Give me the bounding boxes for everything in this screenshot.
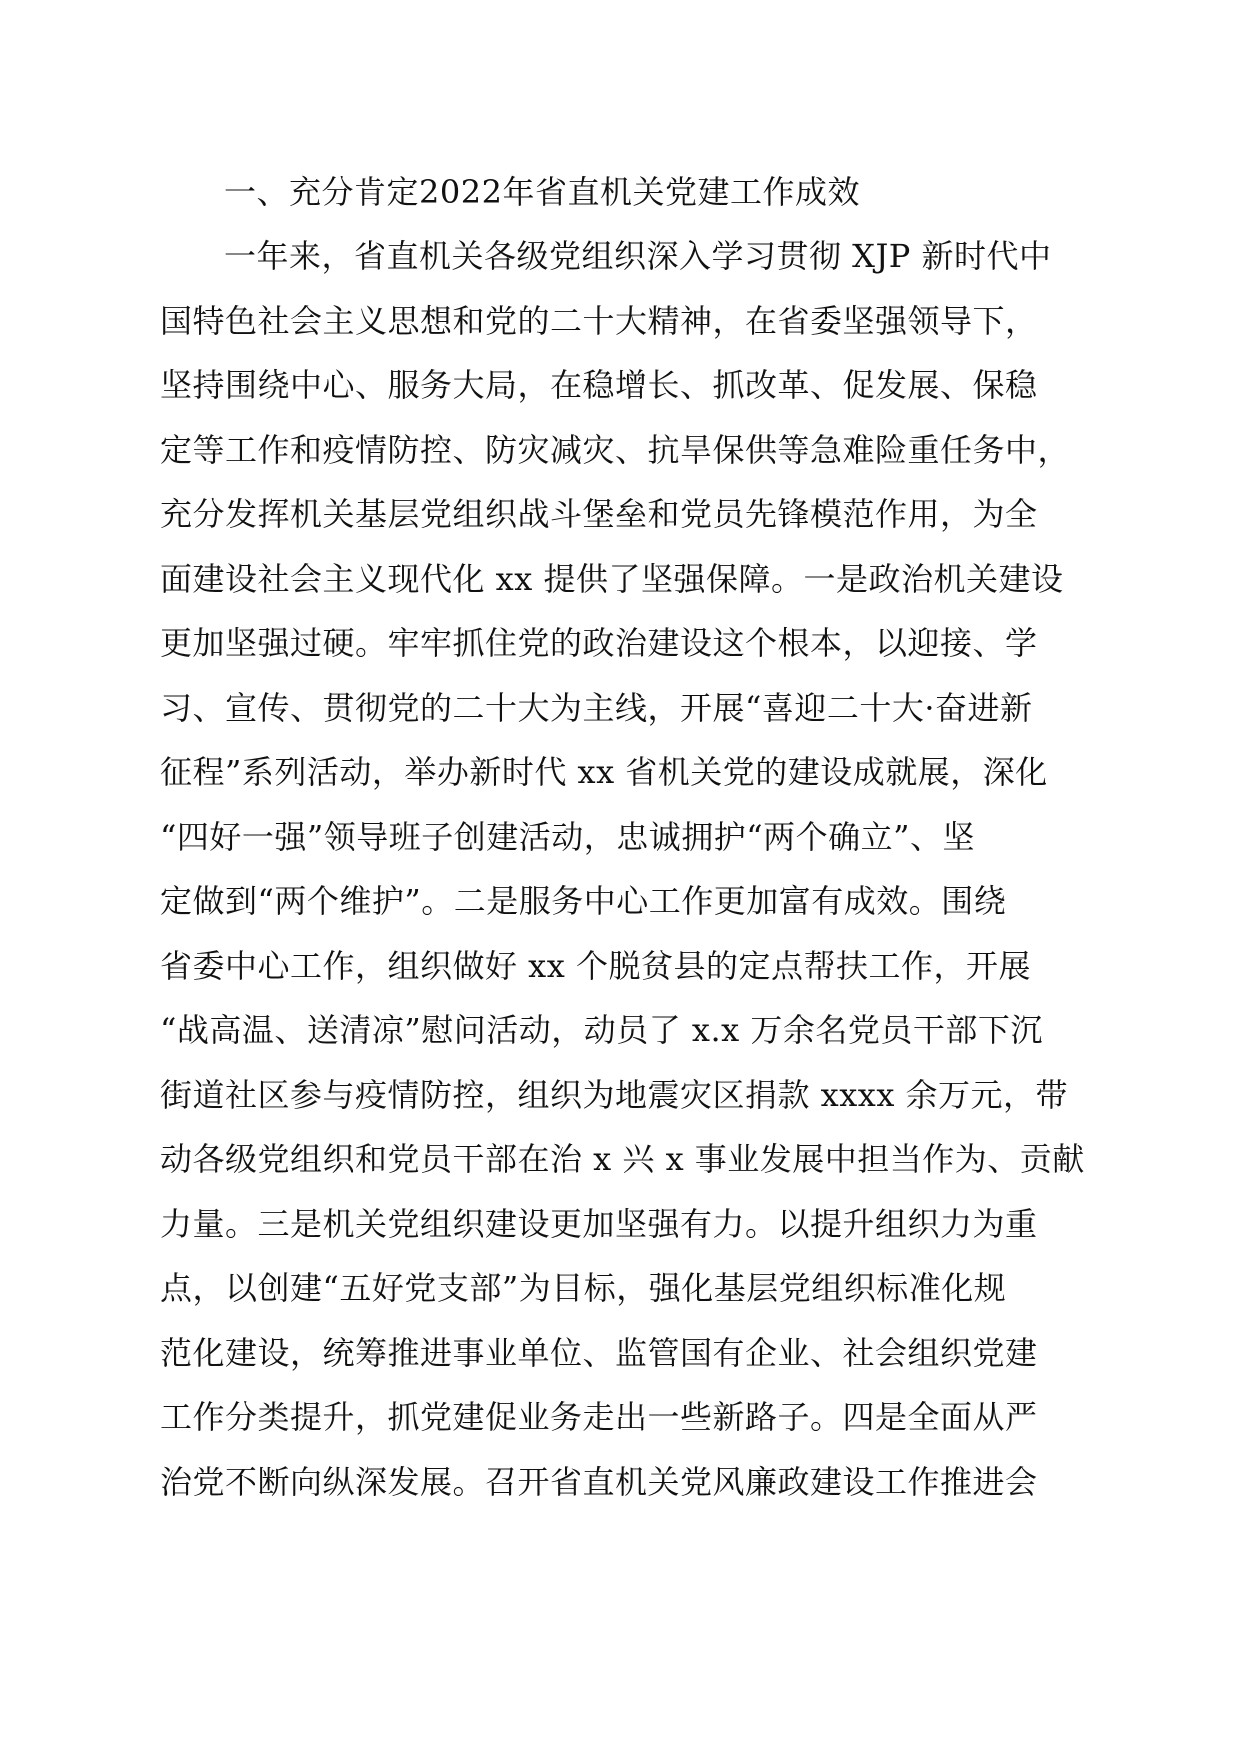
section-heading: 一、充分肯定2022年省直机关党建工作成效 xyxy=(224,173,860,211)
paragraph-line: 坚持围绕中心、服务大局，在稳增长、抓改革、促发展、保稳 xyxy=(160,366,1038,404)
paragraph-line: 省委中心工作，组织做好 xx 个脱贫县的定点帮扶工作，开展 xyxy=(160,946,1031,985)
paragraph-line: “四好一强”领导班子创建活动，忠诚拥护“两个确立”、坚 xyxy=(160,817,975,856)
paragraph-line: 动各级党组织和党员干部在治 x 兴 x 事业发展中担当作为、贡献 xyxy=(160,1140,1085,1178)
paragraph-line: 征程”系列活动，举办新时代 xx 省机关党的建设成就展，深化 xyxy=(160,753,1048,791)
paragraph-line: 定等工作和疫情防控、防灾减灾、抗旱保供等急难险重任务中， xyxy=(160,430,1071,469)
paragraph-line: 充分发挥机关基层党组织战斗堡垒和党员先锋模范作用，为全 xyxy=(160,495,1038,533)
paragraph-line: 国特色社会主义思想和党的二十大精神，在省委坚强领导下， xyxy=(160,301,1038,340)
paragraph-line: 点，以创建“五好党支部”为目标，强化基层党组织标准化规 xyxy=(160,1269,1007,1307)
paragraph-line: 范化建设，统筹推进事业单位、监管国有企业、社会组织党建 xyxy=(160,1333,1038,1372)
paragraph-line: 定做到“两个维护”。二是服务中心工作更加富有成效。围绕 xyxy=(160,882,1007,920)
paragraph-line: 力量。三是机关党组织建设更加坚强有力。以提升组织力为重 xyxy=(160,1204,1038,1243)
paragraph-line: 治党不断向纵深发展。召开省直机关党风廉政建设工作推进会 xyxy=(160,1462,1038,1501)
paragraph-line: 面建设社会主义现代化 xx 提供了坚强保障。一是政治机关建设 xyxy=(160,559,1064,598)
paragraph-line: 习、宣传、贯彻党的二十大为主线，开展“喜迎二十大·奋进新 xyxy=(160,688,1033,727)
paragraph-line: “战高温、送清凉”慰问活动，动员了 x.x 万余名党员干部下沉 xyxy=(160,1011,1043,1049)
document-body xyxy=(160,160,1090,1514)
body-paragraph xyxy=(160,224,1090,1514)
paragraph-line: 街道社区参与疫情防控，组织为地震灾区捐款 xxxx 余万元，带 xyxy=(160,1075,1069,1114)
paragraph-line: 工作分类提升，抓党建促业务走出一些新路子。四是全面从严 xyxy=(160,1398,1038,1436)
paragraph-line: 一年来，省直机关各级党组织深入学习贯彻 XJP 新时代中 xyxy=(224,237,1052,275)
paragraph-line: 更加坚强过硬。牢牢抓住党的政治建设这个根本，以迎接、学 xyxy=(160,624,1038,662)
